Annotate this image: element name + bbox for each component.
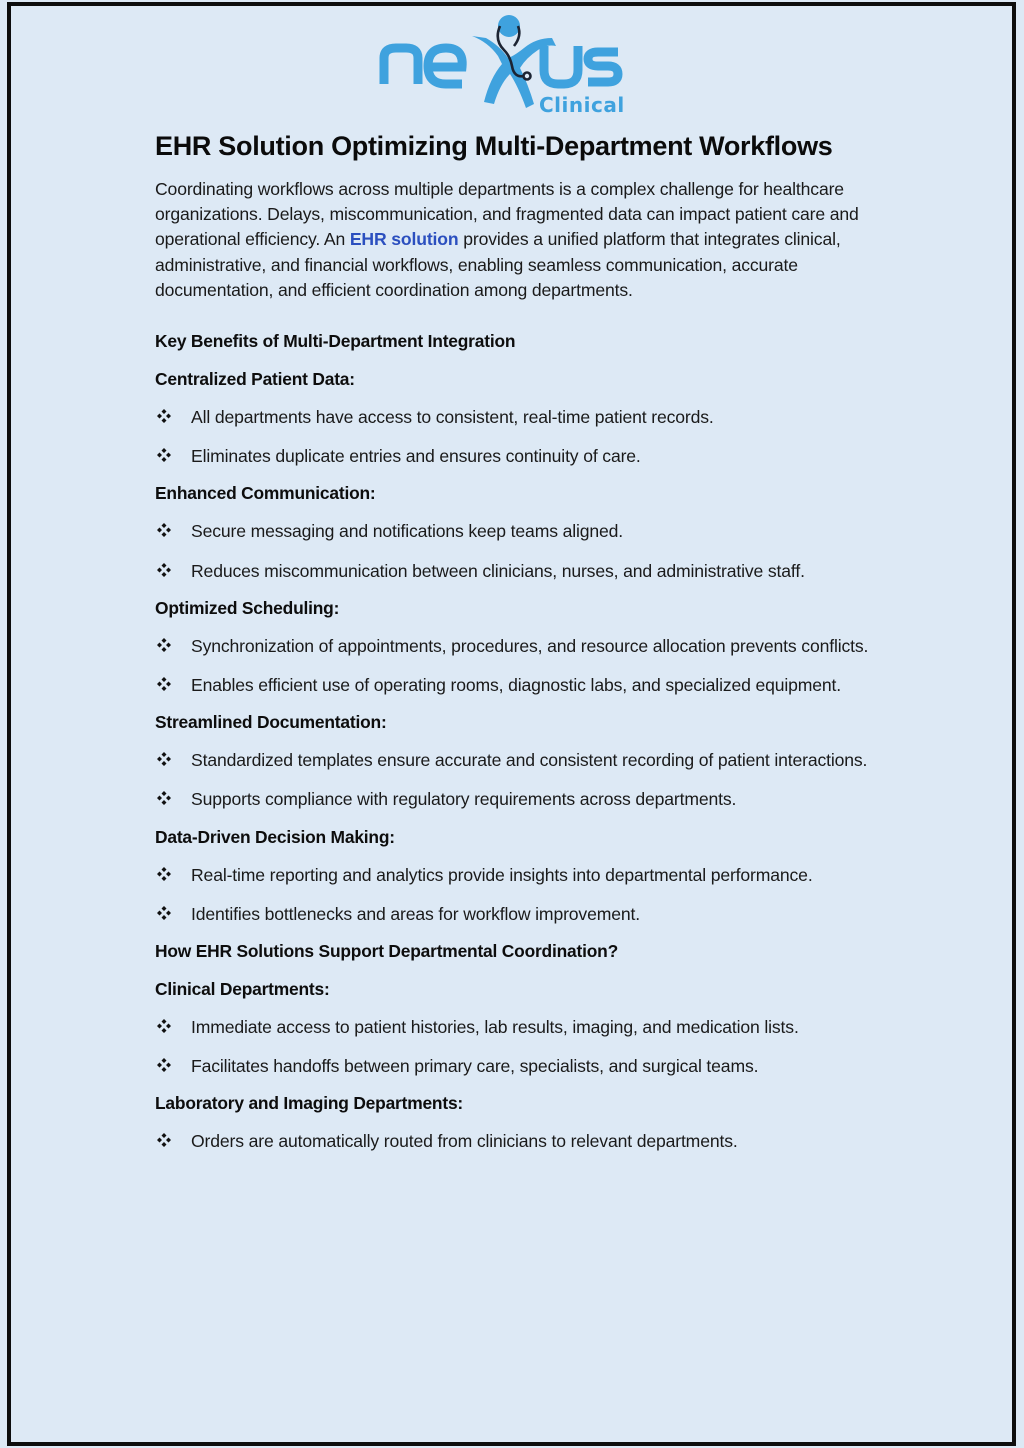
section-heading-departmental-coordination: How EHR Solutions Support Departmental Coordination? [155,941,619,962]
list-item: Identifies bottlenecks and areas for workflow improvement. [155,902,875,927]
subheading-clinical-departments: Clinical Departments: [155,979,330,1000]
intro-text-after: provides a unified platform that integrates clinical, administrative, and financial workflows, enabling seamless communication, accurate documentation, and efficient coordination among departments. [155,229,841,300]
section-heading-key-benefits: Key Benefits of Multi-Department Integration [155,331,516,352]
four-diamond-bullet-icon [155,789,173,807]
subheading-centralized-patient-data: Centralized Patient Data: [155,369,355,390]
list-item: Secure messaging and notifications keep teams aligned. [155,519,875,544]
four-diamond-bullet-icon [155,1131,173,1149]
intro-text-before: Coordinating workflows across multiple departments is a complex challenge for healthcare organizations. Delays, miscommunication, and fragmented data can impact patient care and operational efficiency. An [155,179,859,250]
document-body [155,128,875,1155]
subheading-enhanced-communication: Enhanced Communication: [155,483,376,504]
bullet-list [155,748,875,812]
list-item: All departments have access to consistent, real-time patient records. [155,405,875,430]
bullet-list [155,863,875,927]
ehr-solution-link[interactable]: EHR solution [349,229,459,250]
bullet-list [155,405,875,469]
list-item: Orders are automatically routed from clinicians to relevant departments. [155,1129,875,1154]
list-item: Reduces miscommunication between clinicians, nurses, and administrative staff. [155,559,875,584]
list-item: Facilitates handoffs between primary care, specialists, and surgical teams. [155,1054,875,1079]
subheading-laboratory-imaging-departments: Laboratory and Imaging Departments: [155,1093,464,1114]
subheading-optimized-scheduling: Optimized Scheduling: [155,597,340,618]
logo-graphic [376,12,648,118]
page-title: EHR Solution Optimizing Multi-Department Workflows [155,131,833,161]
list-item: Eliminates duplicate entries and ensures continuity of care. [155,444,875,469]
list-item: Immediate access to patient histories, lab results, imaging, and medication lists. [155,1015,875,1040]
subheading-streamlined-documentation: Streamlined Documentation: [155,712,387,733]
four-diamond-bullet-icon [155,446,173,464]
four-diamond-bullet-icon [155,521,173,539]
intro-paragraph [155,177,875,303]
list-item: Supports compliance with regulatory requirements across departments. [155,787,875,812]
four-diamond-bullet-icon [155,904,173,922]
bullet-list [155,1015,875,1079]
bullet-list [155,634,875,698]
list-item: Real-time reporting and analytics provide insights into departmental performance. [155,863,875,888]
four-diamond-bullet-icon [155,1056,173,1074]
nexus-clinical-logo [376,12,648,118]
four-diamond-bullet-icon [155,561,173,579]
four-diamond-bullet-icon [155,407,173,425]
subheading-data-driven-decision-making: Data-Driven Decision Making: [155,826,395,847]
list-item: Standardized templates ensure accurate and consistent recording of patient interactions. [155,748,875,773]
four-diamond-bullet-icon [155,1017,173,1035]
four-diamond-bullet-icon [155,865,173,883]
four-diamond-bullet-icon [155,750,173,768]
four-diamond-bullet-icon [155,675,173,693]
list-item: Enables efficient use of operating rooms, diagnostic labs, and specialized equipment. [155,673,875,698]
logo-sub-text: Clinical [539,93,625,117]
bullet-list [155,1129,875,1154]
bullet-list [155,519,875,583]
four-diamond-bullet-icon [155,636,173,654]
list-item: Synchronization of appointments, procedures, and resource allocation prevents conflicts. [155,634,875,659]
